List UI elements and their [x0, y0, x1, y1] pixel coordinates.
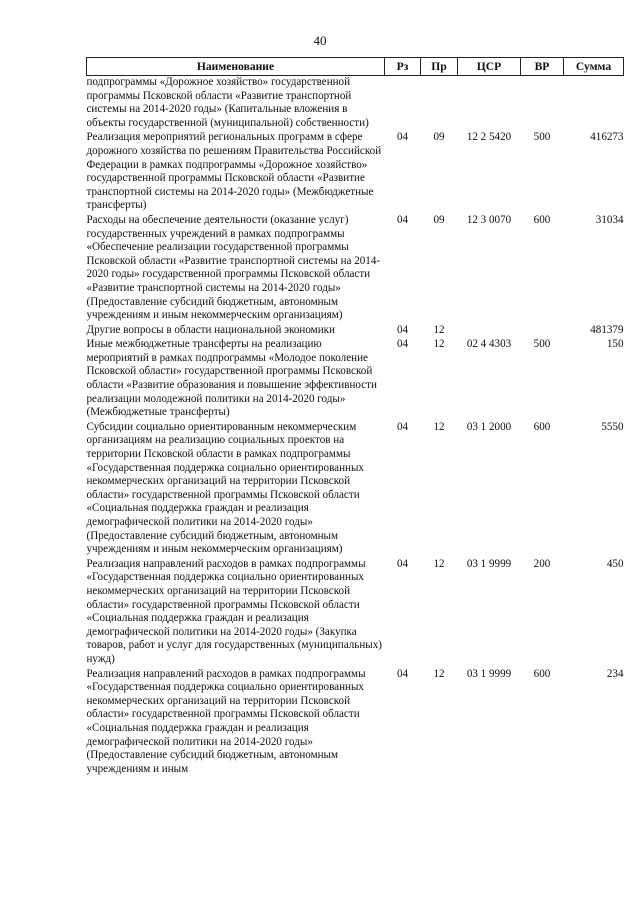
table-row: [87, 324, 624, 339]
row-rz: 04: [396, 420, 409, 433]
header-csr: ЦСР: [458, 58, 521, 76]
table-header-row: [87, 58, 624, 76]
row-rz: [385, 76, 421, 132]
row-sum: 481379: [590, 323, 624, 336]
header-sum: Сумма: [564, 58, 624, 76]
row-csr: 02 4 4303: [466, 338, 512, 351]
row-name: Субсидии социально ориентированным некоммерческим организациям на реализацию социальных проектов на территории Псковской области в рамках подпрограммы «Государственная поддержка социально ориентированных некоммерческих организаций на территории Псковской области» государственной программы Псковской области «Социальная поддержка граждан и реализация демографической политики на 2014-2020 годы» (Предоставление субсидий бюджетным, автономным учреждениям и иным некоммерческим организациям): [86, 420, 364, 556]
page-number: 40: [313, 33, 327, 48]
table-row: [87, 131, 624, 214]
row-rz: 04: [396, 338, 409, 351]
row-rz: 04: [396, 667, 409, 680]
row-sum: 150: [606, 338, 624, 351]
row-name: Реализация мероприятий региональных программ в сфере дорожного хозяйства по решениям Правительства Российской Федерации в рамках подпрограммы «Дорожное хозяйство» государственной программы Псковской области «Развитие транспортной системы на 2014-2020 годы» (Межбюджетные трансферты): [86, 131, 382, 212]
row-sum: 5550: [601, 420, 624, 433]
row-rz: 04: [396, 557, 409, 570]
table-row: [87, 421, 624, 558]
budget-table: [86, 57, 624, 777]
row-pr: 12: [433, 557, 445, 570]
row-vr: 600: [533, 213, 551, 226]
row-vr: 600: [533, 420, 551, 433]
row-vr: 600: [533, 667, 551, 680]
header-name: Наименование: [87, 58, 385, 76]
row-name: подпрограммы «Дорожное хозяйство» государственной программы Псковской области «Развитие транспортной системы на 2014-2020 годы» (Капитальные вложения в объекты государственной (муниципальной) собственности): [86, 76, 369, 129]
row-rz: 04: [396, 213, 409, 226]
table-row: [87, 338, 624, 421]
row-pr: [421, 76, 458, 132]
row-vr: 200: [533, 557, 551, 570]
row-vr: [521, 76, 564, 132]
row-csr: 12 2 5420: [466, 131, 512, 144]
header-rz: Рз: [385, 58, 421, 76]
row-rz: 04: [396, 131, 409, 144]
row-csr: 03 1 9999: [466, 557, 512, 570]
row-pr: 09: [433, 131, 445, 144]
row-pr: 09: [433, 213, 445, 226]
row-pr: 12: [433, 323, 445, 336]
row-sum: 450: [606, 557, 624, 570]
row-name: Иные межбюджетные трансферты на реализацию мероприятий в рамках подпрограммы «Молодое поколение Псковской области» государственной программы Псковской области «Развитие образования и повышение эффективности реализации молодежной политики на 2014-2020 годы» (Межбюджетные трансферты): [86, 338, 377, 419]
row-name: Другие вопросы в области национальной экономики: [86, 323, 335, 336]
table-row: [87, 558, 624, 668]
table-row: [87, 668, 624, 778]
row-csr: 12 3 0070: [466, 213, 512, 226]
header-vr: ВР: [521, 58, 564, 76]
row-rz: 04: [396, 323, 409, 336]
row-name: Реализация направлений расходов в рамках подпрограммы «Государственная поддержка социально ориентированных некоммерческих организаций на территории Псковской области» государственной программы Псковской области «Социальная поддержка граждан и реализация демографической политики на 2014-2020 годы» (Предоставление субсидий бюджетным, автономным учреждениям и иным: [86, 667, 366, 775]
row-sum: [564, 76, 624, 132]
row-pr: 12: [433, 338, 445, 351]
row-pr: 12: [433, 420, 445, 433]
row-name: Расходы на обеспечение деятельности (оказание услуг) государственных учреждений в рамках подпрограммы «Обеспечение реализации государственной программы Псковской области «Развитие транспортной системы на 2014-2020 годы» государственной программы Псковской области «Развитие транспортной системы на 2014-2020 годы» (Предоставление субсидий бюджетным, автономным учреждениям и иным некоммерческим организациям): [86, 213, 381, 322]
row-csr: [458, 76, 521, 132]
table-row: [87, 214, 624, 324]
row-name: Реализация направлений расходов в рамках подпрограммы «Государственная поддержка социально ориентированных некоммерческих организаций на территории Псковской области» государственной программы Псковской области «Социальная поддержка граждан и реализация демографической политики на 2014-2020 годы» (Закупка товаров, работ и услуг для государственных (муниципальных) нужд): [86, 557, 382, 665]
row-sum: 31034: [595, 213, 624, 226]
row-vr: 500: [533, 338, 551, 351]
row-csr: [458, 324, 521, 339]
row-vr: 500: [533, 131, 551, 144]
row-pr: 12: [433, 667, 445, 680]
row-sum: 416273: [590, 131, 624, 144]
row-vr: [521, 324, 564, 339]
row-csr: 03 1 2000: [466, 420, 512, 433]
row-sum: 234: [606, 667, 624, 680]
row-csr: 03 1 9999: [466, 667, 512, 680]
header-pr: Пр: [421, 58, 458, 76]
table-row: [87, 76, 624, 132]
